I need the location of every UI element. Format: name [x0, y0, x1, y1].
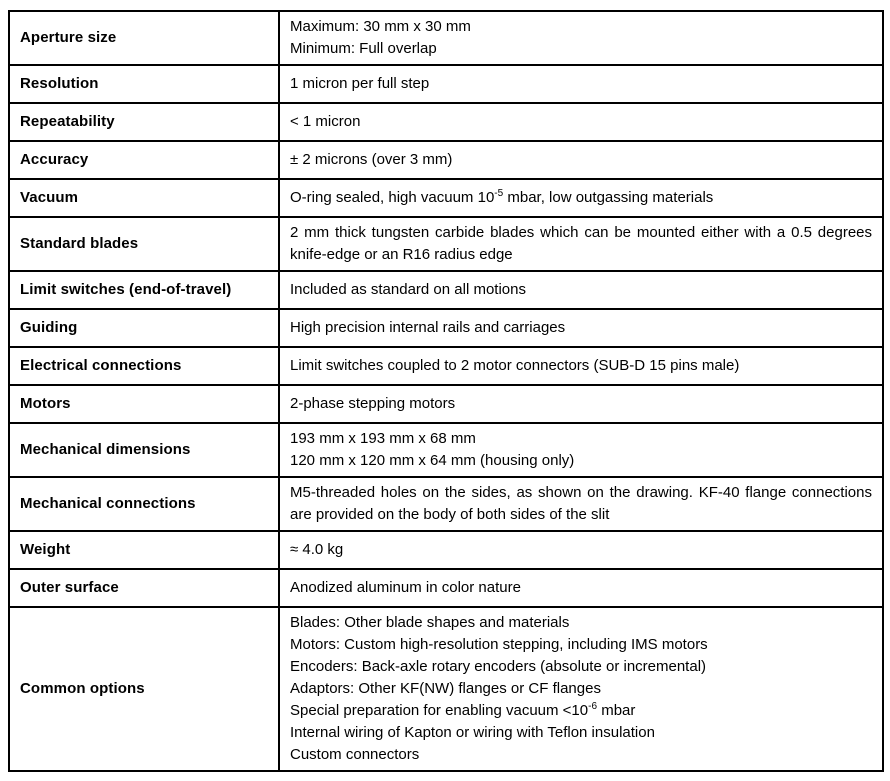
superscript-text: -5: [494, 188, 504, 199]
spec-value-cell: [279, 531, 883, 569]
spec-label-cell: Aperture size: [9, 11, 279, 65]
spec-value-line: O-ring sealed, high vacuum $10^{-5}$ mbar, low outgassing materials: [290, 188, 714, 206]
table-row: [9, 179, 883, 217]
spec-value-line: 120 mm x 120 mm x 64 mm (housing only): [290, 452, 575, 469]
spec-value-line: High precision internal rails and carriages: [290, 319, 566, 336]
spec-value-cell: [279, 607, 883, 771]
table-row: [9, 347, 883, 385]
spec-label-cell: Weight: [9, 531, 279, 569]
spec-value-line: M5-threaded holes on the sides, as shown on the drawing. KF-40 flange connections are provided on the body of both sides of the slit: [290, 484, 872, 523]
spec-value-cell: [279, 477, 883, 531]
table-row: [9, 271, 883, 309]
spec-label-cell: Mechanical dimensions: [9, 423, 279, 477]
spec-value-cell: [279, 423, 883, 477]
spec-value-cell: [279, 385, 883, 423]
table-row: [9, 217, 883, 271]
table-row: [9, 65, 883, 103]
table-row: [9, 477, 883, 531]
spec-label-cell: Standard blades: [9, 217, 279, 271]
table-row: [9, 309, 883, 347]
spec-label-cell: Outer surface: [9, 569, 279, 607]
table-row: [9, 531, 883, 569]
spec-value-cell: [279, 179, 883, 217]
spec-value-cell: [279, 65, 883, 103]
spec-label-cell: Limit switches (end-of-travel): [9, 271, 279, 309]
spec-value-cell: [279, 569, 883, 607]
spec-value-line: Internal wiring of Kapton or wiring with Teflon insulation: [290, 724, 655, 741]
spec-value-line: < 1 micron: [290, 113, 361, 130]
spec-label-cell: Vacuum: [9, 179, 279, 217]
spec-value-cell: [279, 309, 883, 347]
spec-value-line: ≈ 4.0 kg: [290, 541, 344, 558]
spec-value-line: Included as standard on all motions: [290, 281, 526, 298]
spec-value-cell: [279, 271, 883, 309]
spec-label-cell: Common options: [9, 607, 279, 771]
table-row: [9, 103, 883, 141]
spec-label-cell: Guiding: [9, 309, 279, 347]
spec-label-cell: Accuracy: [9, 141, 279, 179]
spec-value-cell: [279, 11, 883, 65]
spec-value-cell: [279, 217, 883, 271]
spec-value-line: 2 mm thick tungsten carbide blades which can be mounted either with a 0.5 degrees knife-edge or an R16 radius edge: [290, 224, 872, 263]
spec-value-line: Motors: Custom high-resolution stepping, including IMS motors: [290, 636, 708, 653]
spec-label-cell: Motors: [9, 385, 279, 423]
table-row: [9, 607, 883, 771]
spec-value-cell: [279, 347, 883, 385]
spec-value-cell: [279, 103, 883, 141]
table-row: [9, 141, 883, 179]
table-row: [9, 423, 883, 477]
spec-label-cell: Electrical connections: [9, 347, 279, 385]
spec-value-cell: [279, 141, 883, 179]
spec-label-cell: Repeatability: [9, 103, 279, 141]
spec-value-line: ± 2 microns (over 3 mm): [290, 151, 453, 168]
spec-value-line: Custom connectors: [290, 746, 420, 763]
specification-table: [8, 10, 884, 772]
spec-label-cell: Resolution: [9, 65, 279, 103]
spec-value-line: Minimum: Full overlap: [290, 40, 437, 57]
specification-table-body: [9, 11, 883, 771]
spec-value-line: Encoders: Back-axle rotary encoders (absolute or incremental): [290, 658, 707, 675]
spec-value-line: Blades: Other blade shapes and materials: [290, 614, 570, 631]
table-row: [9, 11, 883, 65]
spec-value-line: 1 micron per full step: [290, 75, 430, 92]
superscript-text: -6: [588, 701, 598, 712]
table-row: [9, 385, 883, 423]
table-row: [9, 569, 883, 607]
spec-label-cell: Mechanical connections: [9, 477, 279, 531]
spec-value-line: Maximum: 30 mm x 30 mm: [290, 18, 471, 35]
spec-value-line: 2-phase stepping motors: [290, 395, 456, 412]
spec-value-line: 193 mm x 193 mm x 68 mm: [290, 430, 476, 447]
spec-value-line: Anodized aluminum in color nature: [290, 579, 521, 596]
spec-value-line: Limit switches coupled to 2 motor connectors (SUB-D 15 pins male): [290, 357, 740, 374]
spec-value-line: Adaptors: Other KF(NW) flanges or CF flanges: [290, 680, 601, 697]
spec-value-line: Special preparation for enabling vacuum $<10^{-6}$ mbar: [290, 701, 636, 719]
